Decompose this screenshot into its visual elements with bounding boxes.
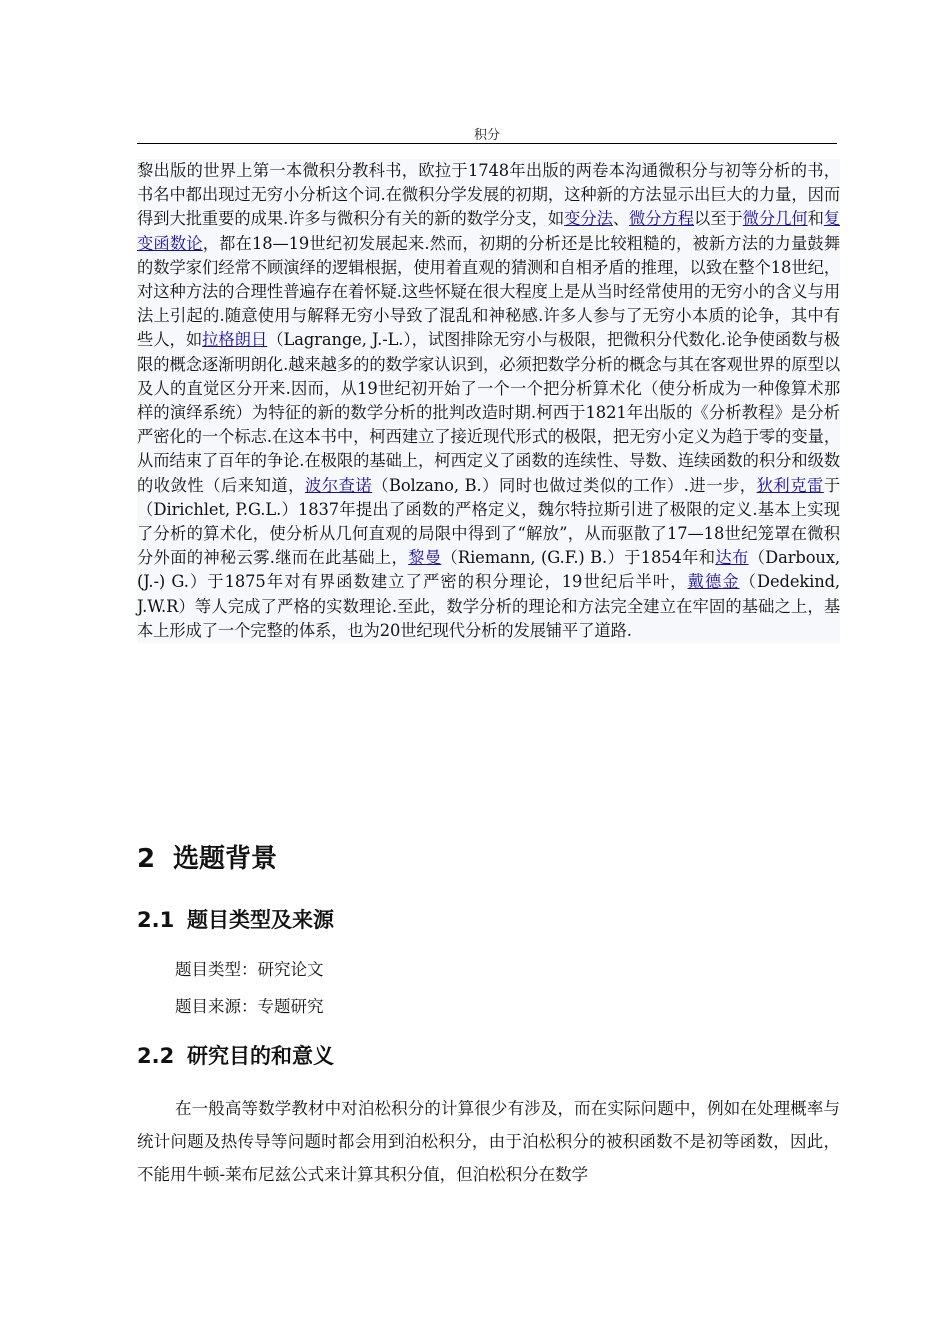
term-link[interactable]: 黎曼 — [408, 548, 442, 568]
section-title: 研究目的和意义 — [187, 1044, 334, 1068]
excerpt-text: ，都在18—19世纪初发展起来.然而，初期的分析还是比较粗糙的，被新方法的力量鼓舞的数学家们经常不顾演绎的逻辑根据，使用着直观的猜测和自相矛盾的推理，以致在整个18世纪，对这种方法的合理性普遍存在着怀疑.这些怀疑在很大程度上是从当时经常使用的无穷小的含义与用法上引起的.随意使用与解释无穷小导致了混乱和神秘感.许多人参与了无穷小本质的论争，其中有些人，如 — [137, 233, 841, 350]
excerpt-paragraph — [137, 159, 840, 643]
excerpt-text: 、 — [612, 209, 630, 229]
term-link[interactable]: 狄利克雷 — [756, 475, 824, 495]
section-number: 2.1 — [137, 908, 175, 932]
excerpt-text: （Bolzano, B.）同时也做过类似的工作）.进一步， — [372, 475, 757, 495]
section-2-2-heading — [137, 1040, 334, 1070]
section-title: 选题背景 — [173, 844, 278, 874]
term-link[interactable]: 复变函数论 — [137, 209, 841, 253]
term-link[interactable]: 拉格朗日 — [202, 330, 268, 350]
excerpt-text: （Lagrange, J.-L.），试图排除无穷小与极限，把微积分代数化.论争使函数与极限的概念逐渐明朗化.越来越多的的数学家认识到，必须把数学分析的概念与其在客观世界的原型以及人的直觉区分开来.因而，从19世纪初开始了一个一个把分析算术化（使分析成为一种像算术那样的演绎系统）为特征的新的数学分析的批判改造时期.柯西于1821年出版的《分析教程》是分析严密化的一个标志.在这本书中，柯西建立了接近现代形式的极限，把无穷小定义为趋于零的变量，从而结束了百年的争论.在极限的基础上，柯西定义了函数的连续性、导数、连续函数的积分和级数的收敛性（后来知道， — [137, 330, 840, 495]
term-link[interactable]: 戴德金 — [687, 572, 740, 592]
excerpt-text: 黎出版的世界上第一本微积分教科书，欧拉于1748年出版的两卷本沟通微积分与初等分析的书，书名中都出现过无穷小分析这个词.在微积分学发展的初期，这种新的方法显示出巨大的力量，因而得到大批重要的成果.许多与微积分有关的新的数学分支，如 — [137, 161, 840, 229]
excerpt-text: 以至于 — [693, 209, 743, 229]
term-link[interactable]: 变分法 — [564, 209, 613, 229]
excerpt-text: 于（Dirichlet, P.G.L.）1837年提出了函数的严格定义，魏尔特拉斯引进了极限的定义.基本上实现了分析的算术化，使分析从几何直观的局限中得到了“解放”，从而驱散了17—18世纪笼罩在微积分外面的神秘云雾.继而在此基础上， — [137, 475, 840, 568]
section-number: 2 — [137, 844, 156, 874]
term-link[interactable]: 微分几何 — [742, 209, 808, 229]
header-rule — [137, 143, 837, 144]
term-link[interactable]: 达布 — [715, 548, 749, 568]
excerpt-text: （Riemann, (G.F.) B.）于1854年和 — [441, 548, 716, 568]
running-header: 积分 — [473, 128, 500, 143]
excerpt-text: 和 — [807, 209, 824, 229]
section-2-1-heading — [137, 904, 334, 934]
term-link[interactable]: 微分方程 — [629, 209, 694, 229]
section-title: 题目类型及来源 — [187, 908, 334, 932]
topic-type-line: 题目类型：研究论文 — [175, 960, 324, 979]
body-text — [137, 1092, 840, 1191]
excerpt-text: （Dedekind, J.W.R）等人完成了严格的实数理论.至此，数学分析的理论和方法完全建立在牢固的基础之上，基本上形成了一个完整的体系，也为20世纪现代分析的发展铺平了道路. — [137, 572, 841, 640]
section-2-heading — [137, 838, 277, 875]
term-link[interactable]: 波尔查诺 — [304, 475, 373, 495]
topic-source-line: 题目来源：专题研究 — [175, 997, 324, 1016]
excerpt-text: （Darboux, (J.-) G.）于1875年对有界函数建立了严密的积分理论，19世纪后半叶， — [137, 548, 840, 592]
section-number: 2.2 — [137, 1044, 175, 1068]
quoted-excerpt — [137, 159, 840, 643]
body-paragraph: 在一般高等数学教材中对泊松积分的计算很少有涉及，而在实际问题中，例如在处理概率与统计问题及热传导等问题时都会用到泊松积分，由于泊松积分的被积函数不是初等函数，因此，不能用牛顿-莱布尼兹公式来计算其积分值，但泊松积分在数学 — [137, 1099, 840, 1184]
